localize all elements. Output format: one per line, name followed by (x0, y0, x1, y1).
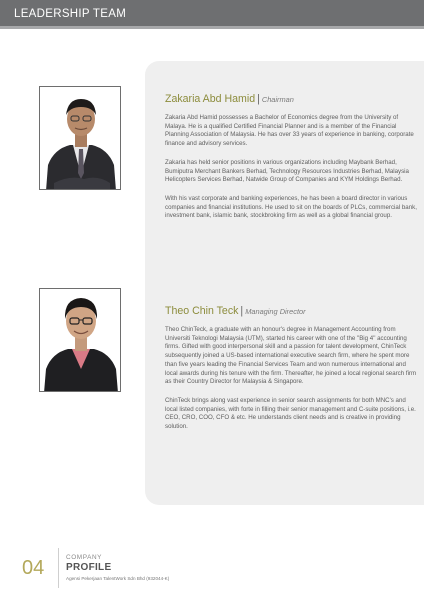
bio-paragraph: Zakaria has held senior positions in various organizations including Maybank Berhad, Bumiputra Merchant Bankers Berhad, Technology Resources Industries Berhad, Malaysia Helicopters Services Berhad, Natwide Group of Companies and KYM Holdings Berhad. (165, 158, 409, 184)
leader-heading (165, 93, 418, 105)
page-number: 04 (22, 557, 45, 579)
managing-director-photo (39, 288, 121, 392)
footer-divider (58, 548, 59, 588)
leader-role: Chairman (261, 95, 294, 104)
leader-chairman (165, 93, 418, 221)
leader-role: Managing Director (245, 307, 306, 316)
leader-name: Theo Chin Teck (165, 305, 239, 317)
header-bar (0, 0, 424, 29)
bio-paragraph: Zakaria Abd Hamid possesses a Bachelor of Economics degree from the University of Malaya. He is a qualified Certified Financial Planner and is a member of the Financial Planning Association of Malaysia. He has over 33 years of experience in banking, corporate finance and advisory services. (165, 114, 414, 148)
leader-heading (165, 305, 418, 317)
footer-profile: PROFILE (66, 562, 112, 573)
page-title: LEADERSHIP TEAM (14, 8, 127, 20)
chairman-photo (39, 86, 121, 190)
heading-separator: | (257, 93, 260, 105)
bio-paragraph: Theo ChinTeck, a graduate with an honour's degree in Management Accounting from Universiti Teknologi Malaysia (UTM), started his career with one of the "Big 4" accounting firms. Gifted with good interpersonal skill and a passion for talent development, ChinTeck subsequently joined a US-based international executive search firm, where he spent more than five years leading the Financial Services Team and won numerous international and local awards during his tenure with the firm. Thereafter, he joined a local regional search firm as their Country Director for Malaysia & Singapore. (165, 326, 417, 386)
footer-company: COMPANY (66, 554, 103, 561)
heading-separator: | (240, 305, 244, 317)
leader-name: Zakaria Abd Hamid (165, 93, 256, 105)
leader-managing-director (165, 305, 418, 432)
bio-paragraph: With his vast corporate and banking experiences, he has been a board director in various companies and financial institutions. He used to sit on the boards of PLCs, commercial bank, investment bank, islamic bank, stockbroking firm as well as a global financial group. (165, 194, 417, 220)
footer-agency: Agensi Pekerjaan TalentWork Sdn Bhd (932044-K) (66, 576, 170, 581)
bio-paragraph: ChinTeck brings along vast experience in senior search assignments for both MNC's and local listed companies, with forte in filling their senior management and C-suite positions, i.e. CEO, CRO, COO, CFO & etc. He understands client needs and is creative in providing solution. (165, 396, 416, 431)
